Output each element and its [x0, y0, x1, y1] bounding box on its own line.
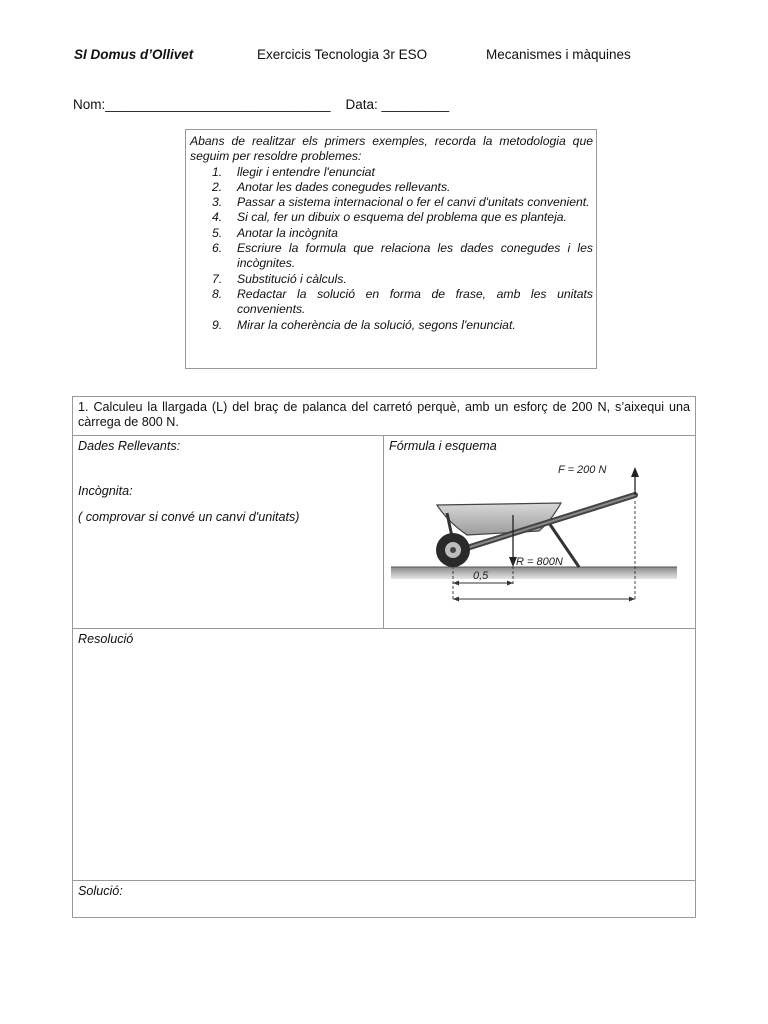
school-name: SI Domus d’Ollivet — [74, 47, 194, 62]
step-text: Passar a sistema internacional o fer el canvi d'unitats convenient. — [237, 195, 590, 210]
solution-cell[interactable] — [73, 881, 696, 918]
resolution-cell[interactable] — [73, 629, 696, 881]
methodology-step — [190, 272, 593, 287]
ground — [391, 567, 677, 579]
step-number: 8. — [212, 286, 223, 301]
methodology-step — [190, 226, 593, 241]
step-number: 4. — [212, 210, 223, 225]
methodology-box — [185, 129, 597, 369]
methodology-step — [190, 318, 593, 333]
formula-cell[interactable] — [384, 436, 696, 629]
step-number: 9. — [212, 317, 223, 332]
resolution-label: Resolució — [78, 632, 134, 646]
step-number: 3. — [212, 195, 223, 210]
name-date-line[interactable]: Nom:______________________________ Data: _________ — [73, 97, 450, 112]
relevant-data-cell[interactable] — [73, 436, 384, 629]
methodology-step — [190, 165, 593, 180]
topic-title: Mecanismes i màquines — [486, 47, 631, 62]
step-number: 2. — [212, 179, 223, 194]
methodology-step — [190, 210, 593, 225]
step-text: Redactar la solució en forma de frase, amb les unitats convenients. — [237, 286, 593, 317]
step-number: 6. — [212, 241, 223, 256]
solution-label: Solució: — [78, 884, 123, 898]
exercise-table — [72, 396, 696, 918]
step-text: Escriure la formula que relaciona les dades conegudes i les incògnites. — [237, 241, 593, 271]
unknown-label: Incògnita: — [78, 484, 133, 498]
formula-label: Fórmula i esquema — [389, 439, 497, 453]
step-number: 7. — [212, 271, 223, 286]
step-text: Anotar les dades conegudes rellevants. — [237, 179, 451, 194]
question-cell: 1. Calculeu la llargada (L) del braç de palanca del carretó perquè, amb un esforç de 200 N, s’aixequi una càrrega de 800 N. — [73, 397, 696, 436]
step-number: 5. — [212, 225, 223, 240]
force-arrow — [631, 467, 639, 477]
step-text: Mirar la coherència de la solució, segons l'enunciat. — [237, 317, 516, 332]
step-text: Anotar la incògnita — [237, 225, 338, 240]
relevant-data-label: Dades Rellevants: — [78, 439, 181, 453]
step-text: Substitució i càlculs. — [237, 271, 347, 286]
force-label: F = 200 N — [558, 464, 607, 476]
wheelbarrow-tray — [437, 503, 561, 535]
wheelbarrow-diagram — [389, 461, 689, 611]
methodology-step — [190, 195, 593, 210]
methodology-intro: Abans de realitzar els primers exemples, recorda la metodologia que seguim per resoldre problemes: — [190, 134, 593, 164]
subject-title: Exercicis Tecnologia 3r ESO — [257, 47, 428, 62]
step-text: Si cal, fer un dibuix o esquema del problema que es planteja. — [237, 210, 567, 225]
methodology-steps — [190, 165, 593, 333]
methodology-step — [190, 241, 593, 272]
load-label: R = 800N — [516, 556, 563, 568]
units-hint: ( comprovar si convé un canvi d'unitats) — [78, 510, 300, 524]
methodology-step — [190, 180, 593, 195]
step-number: 1. — [212, 164, 223, 179]
step-text: llegir i entendre l'enunciat — [237, 164, 375, 179]
distance-label: 0,5 — [473, 570, 489, 582]
methodology-step — [190, 287, 593, 318]
